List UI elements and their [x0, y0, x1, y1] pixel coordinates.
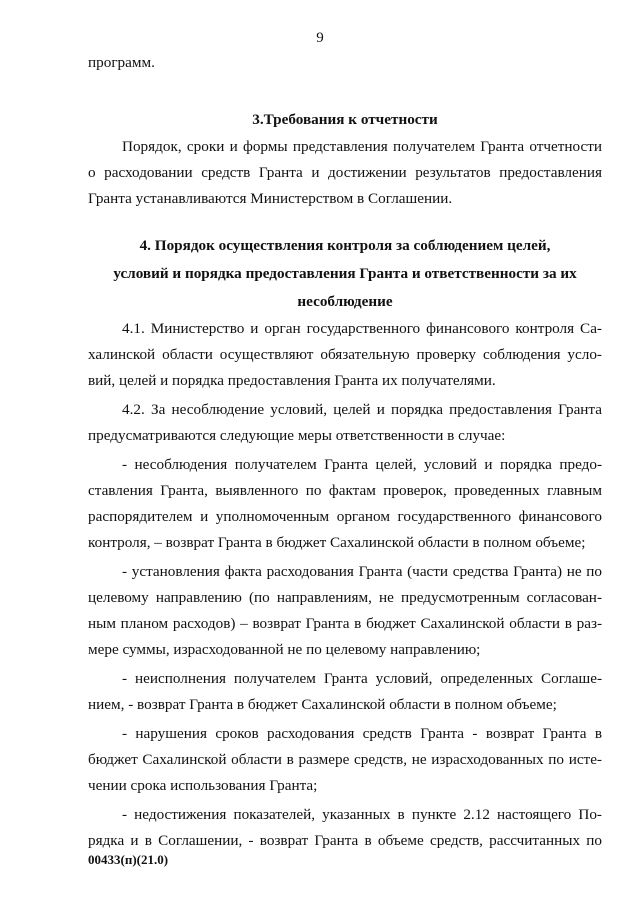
- text-line: 4.2. За несоблюдение условий, целей и порядка предоставления Гранта: [122, 401, 602, 418]
- text-line: целевому направлению (по направлениям, не предусмотренным согласован-: [88, 589, 602, 606]
- paragraph-4-1: [88, 316, 602, 394]
- text-line: распорядителем и уполномоченным органом государственного финансового: [88, 508, 602, 525]
- list-item-3: [88, 666, 602, 718]
- list-item-5: [88, 802, 602, 854]
- text-line: ставления Гранта, выявленного по фактам проверок, проведенных главным: [88, 482, 602, 499]
- text-line: о расходовании средств Гранта и достижении результатов предоставления: [88, 164, 602, 181]
- list-item-1: [88, 452, 602, 556]
- text-line: Гранта устанавливаются Министерством в Соглашении.: [88, 190, 453, 207]
- list-item-4: [88, 721, 602, 799]
- text-line: - нарушения сроков расходования средств Гранта - возврат Гранта в: [122, 725, 602, 742]
- text-line: 4.1. Министерство и орган государственного финансового контроля Са-: [122, 320, 602, 337]
- text-line: мере суммы, израсходованной не по целевому направлению;: [88, 641, 481, 658]
- page-number: 9: [316, 30, 324, 46]
- section-3-heading: 3.Требования к отчетности: [252, 111, 438, 128]
- text-line: рядка и в Соглашении, - возврат Гранта в объеме средств, рассчитанных по: [88, 832, 602, 849]
- document-body: [88, 50, 602, 854]
- heading-line: условий и порядка предоставления Гранта и ответственности за их: [113, 265, 577, 282]
- text-line: предусматриваются следующие меры ответственности в случае:: [88, 427, 506, 444]
- document-code: 00433(п)(21.0): [88, 852, 169, 867]
- text-line: ным планом расходов) – возврат Гранта в бюджет Сахалинской области в раз-: [88, 615, 602, 632]
- text-line: чении срока использования Гранта;: [88, 777, 318, 794]
- text-line: бюджет Сахалинской области в размере средств, не израсходованных по исте-: [88, 751, 602, 768]
- continuation-text: программ.: [88, 54, 155, 71]
- text-line: вий, целей и порядка предоставления Гранта их получателями.: [88, 372, 496, 389]
- text-line: - неисполнения получателем Гранта условий, определенных Соглаше-: [122, 670, 602, 687]
- section-3-paragraph: [88, 134, 602, 212]
- text-line: контроля, – возврат Гранта в бюджет Сахалинской области в полном объеме;: [88, 534, 586, 551]
- text-line: халинской области осуществляют обязательную проверку соблюдения усло-: [88, 346, 602, 363]
- text-line: - несоблюдения получателем Гранта целей, условий и порядка предо-: [122, 456, 602, 473]
- section-4-heading: [88, 232, 602, 316]
- text-line: Порядок, сроки и формы представления получателем Гранта отчетности: [122, 138, 602, 155]
- heading-line: 4. Порядок осуществления контроля за соблюдением целей,: [139, 237, 551, 254]
- text-line: - установления факта расходования Гранта (части средства Гранта) не по: [122, 563, 602, 580]
- paragraph-4-2: [88, 397, 602, 449]
- list-item-2: [88, 559, 602, 663]
- text-line: - недостижения показателей, указанных в пункте 2.12 настоящего По-: [122, 806, 602, 823]
- heading-line: несоблюдение: [297, 293, 393, 310]
- text-line: нием, - возврат Гранта в бюджет Сахалинской области в полном объеме;: [88, 696, 557, 713]
